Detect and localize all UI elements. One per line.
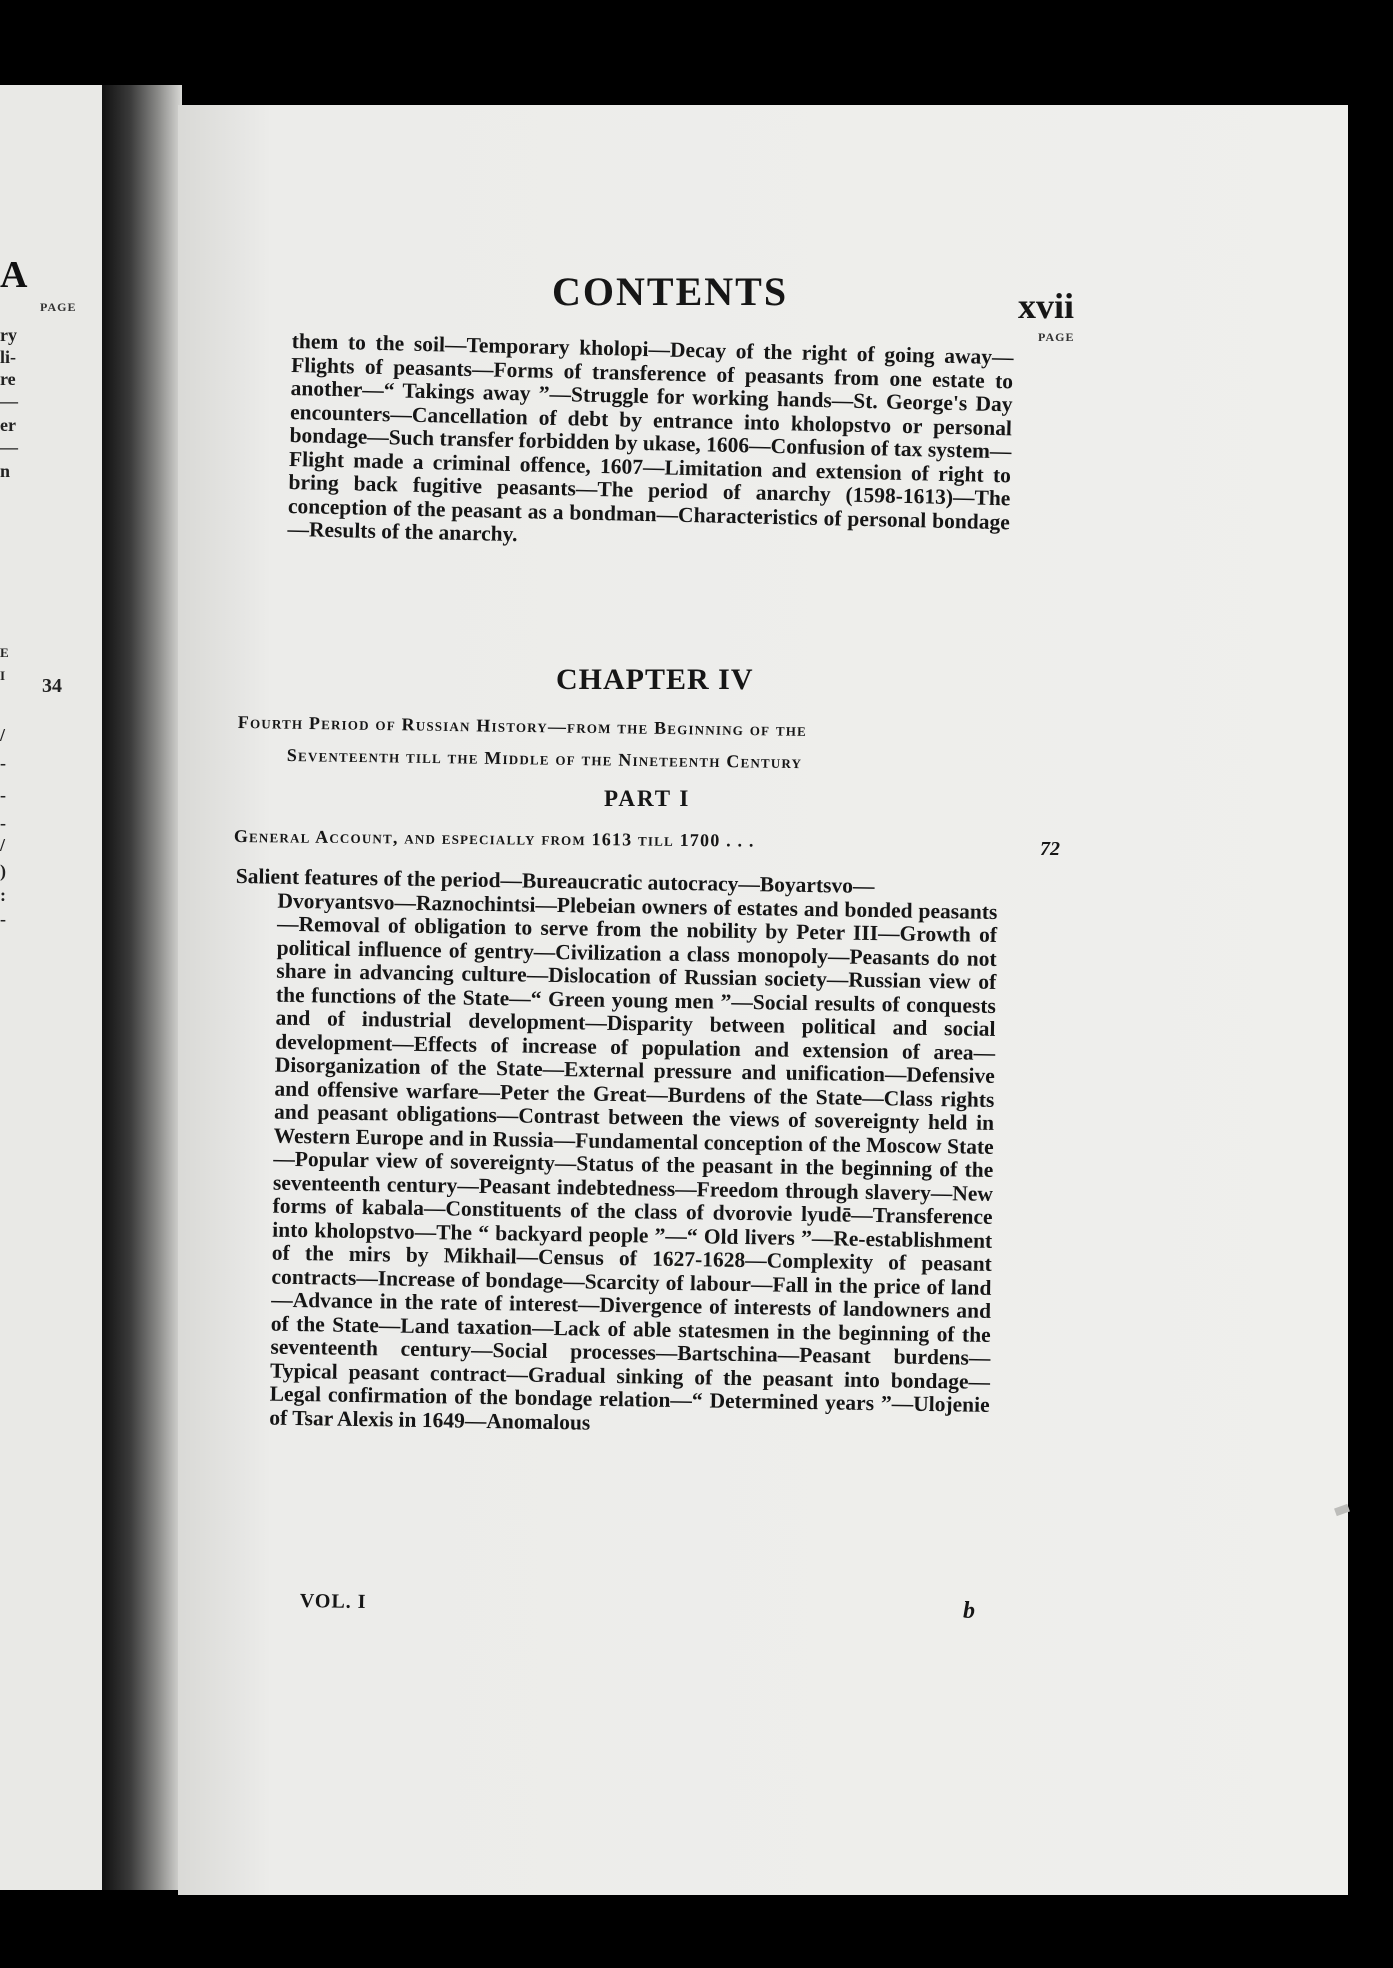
chapter-heading: CHAPTER IV (556, 663, 754, 696)
part-heading: PART I (604, 786, 691, 811)
page-number: xvii (1018, 286, 1075, 326)
left-fragment: - (0, 753, 6, 773)
left-fragment: er (0, 415, 16, 435)
left-fragment: / (0, 835, 6, 855)
chapter-title-line-2: Seventeenth till the Middle of the Nineteenth Century (286, 745, 803, 773)
left-fragment: E (0, 645, 9, 660)
chapter-summary-body: Dvoryantsvo—Raznochintsi—Plebeian owners of estates and bonded peasants—Removal of obligation to serve from the nobility by Peter III—Growth of political influence of gentry—Civilization a class monopoly—Peasants do not share in advancing culture—Dislocation of Russian society—Russian view of the functions of the State—“ Green young men ”—Social results of conquests and of industrial development—Disparity between political and social development—Effects of increase of population and extension of area—Disorganization of the State—External pressure and unification—Defensive and offensive warfare—Peter the Great—Burdens of the State—Class rights and peasant obligations—Contrast between the views of sovereignty held in Western Europe and in Russia—Fundamental conception of the Moscow State—Popular view of sovereignty—Status of the peasant in the beginning of the seventeenth century—Peasant indebtedness—Freedom through slavery—New forms of kabala—Constituents of the class of dvorovie lyudē—Transference into kholopstvo—The “ backyard people ”—“ Old livers ”—Re-establishment of the mirs by Mikhail—Census of 1627-1628—Complexity of peasant contracts—Increase of bondage—Scarcity of labour—Fall in the price of land—Advance in the rate of interest—Divergence of interests of landowners and of the State—Land taxation—Lack of able statesmen in the beginning of the seventeenth century—Social processes—Bartschina—Peasant burdens—Typical peasant contract—Gradual sinking of the peasant into bondage—Legal confirmation of the bondage relation—“ Determined years ”—Ulojenie of Tsar Alexis in 1649—Anomalous (269, 888, 998, 1435)
chapter-title-line-1: Fourth Period of Russian History—from the Beginning of the (237, 712, 808, 740)
left-fragment: I (0, 668, 6, 683)
left-fragment: — (0, 437, 18, 457)
left-fragment: n (0, 461, 11, 481)
left-page-letter: A (0, 254, 28, 296)
chapter-summary-first-line: Salient features of the period—Bureaucratic autocracy—Boyartsvo— (235, 864, 875, 899)
left-fragment: - (0, 909, 6, 929)
left-fragment: ) (0, 861, 6, 881)
running-title: CONTENTS (552, 269, 789, 314)
continuation-summary: them to the soil—Temporary kholopi—Decay of the right of going away—Flights of peasants—Forms of transference of peasants from one estate to another—“ Takings away ”—Struggle for working hands—St. George's Day encounters—Cancellation of debt by entrance into kholopstvo or personal bondage—Such transfer forbidden by ukase, 1606—Confusion of tax system—Flight made a criminal offence, 1607—Limitation and extension of right to bring back fugitive peasants—The period of anarchy (1598-1613)—The conception of the peasant as a bondman—Characteristics of personal bondage—Results of the anarchy. (287, 329, 1014, 547)
section-page-number: 72 (1040, 838, 1060, 860)
section-heading: General Account, and especially from 1613 till 1700 . . . (233, 826, 755, 851)
left-fragment: - (0, 813, 6, 833)
left-fragment: / (0, 725, 6, 745)
left-fragment: li- (0, 347, 16, 367)
left-fragment: : (0, 885, 6, 905)
left-fragment: ry (0, 325, 17, 345)
left-fragment: re (0, 369, 16, 389)
chapter-summary (227, 865, 998, 1441)
left-fragment: - (0, 785, 6, 805)
left-page-label: PAGE (40, 300, 77, 314)
left-page-number: 34 (42, 675, 62, 697)
volume-label: VOL. I (299, 1590, 367, 1614)
book-gutter (102, 85, 182, 1890)
left-fragment: — (0, 391, 18, 411)
signature-mark: b (963, 1598, 975, 1624)
page-column-label: PAGE (1038, 330, 1075, 344)
